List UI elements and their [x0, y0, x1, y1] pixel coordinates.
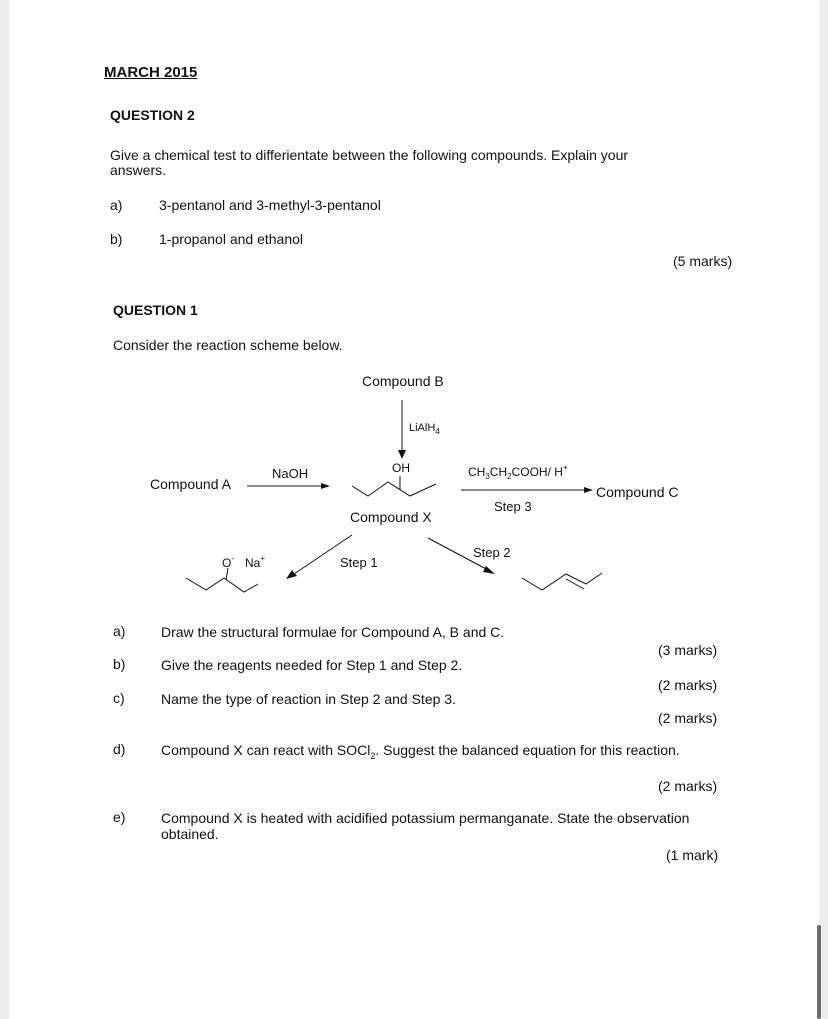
q1-item-d-label: d)	[113, 741, 126, 757]
compound-b-label: Compound B	[362, 373, 444, 389]
q1-item-b-text: Give the reagents needed for Step 1 and Step 2.	[161, 657, 463, 673]
vertical-scrollbar[interactable]	[817, 925, 821, 1019]
q1-item-c-text: Name the type of reaction in Step 2 and Step 3.	[161, 691, 456, 707]
lialh4-arrow-head	[398, 450, 406, 459]
compound-c-label: Compound C	[596, 484, 679, 500]
alkene-skeleton	[522, 573, 602, 590]
step-2-arrow-head	[483, 566, 495, 574]
alkoxide-na-label: Na+	[245, 554, 266, 570]
question-1-heading: QUESTION 1	[113, 302, 198, 318]
question-2-marks: (5 marks)	[673, 253, 733, 269]
step-3-arrow-head	[584, 487, 593, 493]
question-2-prompt-line2: answers.	[110, 162, 167, 178]
q1-item-c-marks: (2 marks)	[658, 710, 718, 726]
naoh-arrow-head	[321, 483, 330, 489]
question-2-item-b-text: 1-propanol and ethanol	[159, 231, 304, 247]
compound-x-oh-label: OH	[392, 461, 410, 475]
q1-item-d-marks: (2 marks)	[658, 778, 718, 794]
alkoxide-skeleton	[186, 578, 258, 592]
q1-item-b-label: b)	[113, 656, 126, 672]
question-2-item-a-text: 3-pentanol and 3-methyl-3-pentanol	[159, 197, 381, 213]
step-2-label: Step 2	[473, 545, 511, 560]
q1-item-a-label: a)	[113, 623, 126, 639]
lialh4-reagent: LiAlH$_4$	[409, 422, 440, 436]
question-2-item-b-label: b)	[110, 231, 123, 247]
question-2-prompt-line1: Give a chemical test to differientate between the following compounds. Explain your	[110, 147, 629, 163]
q1-item-a-text: Draw the structural formulae for Compound A, B and C.	[161, 624, 505, 640]
q1-item-e-text-line1: Compound X is heated with acidified potassium permanganate. State the observation	[161, 810, 690, 826]
exam-date-title: MARCH 2015	[104, 64, 198, 81]
step-1-arrow-head	[286, 570, 297, 579]
q1-item-c-label: c)	[113, 690, 125, 706]
q1-item-e-text-line2: obtained.	[161, 826, 219, 842]
q1-item-a-marks: (3 marks)	[658, 642, 718, 658]
question-2-heading: QUESTION 2	[110, 107, 195, 123]
q1-item-e-label: e)	[113, 809, 126, 825]
alkene-double-bond	[566, 579, 584, 589]
step-1-label: Step 1	[340, 555, 378, 570]
step-3-reagent: $CH_3CH_2COOH/$ H+	[468, 463, 568, 481]
q1-item-e-marks: (1 mark)	[666, 847, 719, 863]
question-1-intro: Consider the reaction scheme below.	[113, 337, 343, 353]
compound-a-label: Compound A	[150, 476, 231, 492]
step-3-label: Step 3	[494, 499, 532, 514]
q1-item-d-text: Compound X can react with SOCl$_2$. Suggest the balanced equation for this reaction.	[161, 742, 680, 761]
compound-x-skeleton	[352, 482, 436, 496]
alkoxide-o-label: O-	[222, 554, 235, 570]
naoh-reagent: NaOH	[272, 466, 309, 481]
question-2-item-a-label: a)	[110, 197, 123, 213]
compound-x-label: Compound X	[350, 509, 432, 525]
q1-item-b-marks: (2 marks)	[658, 677, 718, 693]
